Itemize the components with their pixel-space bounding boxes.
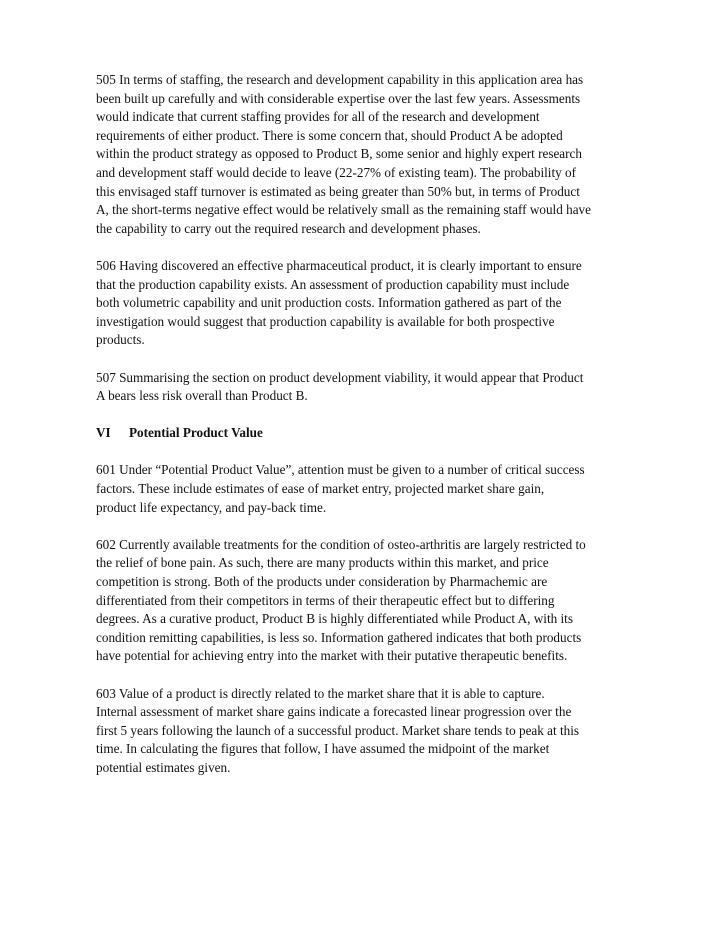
paragraph-506: 506 Having discovered an effective pharmaceutical product, it is clearly important to ensure that the production capability exists. An assessment of production capability must include both volumetric capability and unit production costs. Information gathered as part of the investigation would suggest that production capability is available for both prospective products. [96, 257, 582, 348]
paragraph-505: 505 In terms of staffing, the research and development capability in this application area has been built up carefully and with considerable expertise over the last few years. Assessments would indicate that current staffing provides for all of the research and development requirements of either product. There is some concern that, should Product A be adopted within the product strategy as opposed to Product B, some senior and highly expert research and development staff would decide to leave (22-27% of existing team). The probability of this envisaged staff turnover is estimated as being greater than 50% but, in terms of Product A, the short-terms negative effect would be relatively small as the remaining staff would have the capability to carry out the required research and development phases. [96, 72, 591, 236]
paragraph-601: 601 Under “Potential Product Value”, attention must be given to a number of critical success factors. These include estimates of ease of market entry, projected market share gain, product life expectancy, and pay-back time. [96, 462, 585, 515]
section-heading [96, 424, 636, 443]
document-page [96, 71, 636, 796]
paragraph-603: 603 Value of a product is directly related to the market share that it is able to capture. Internal assessment of market share gains indicate a forecasted linear progression over the first 5 years following the launch of a successful product. Market share tends to peak at this time. In calculating the figures that follow, I have assumed the midpoint of the market potential estimates given. [96, 685, 580, 775]
section-number: VI [96, 425, 111, 441]
paragraph-507: 507 Summarising the section on product development viability, it would appear that Product A bears less risk overall than Product B. [96, 369, 584, 404]
section-title: Potential Product Value [129, 425, 263, 441]
paragraph-602: 602 Currently available treatments for the condition of osteo-arthritis are largely restricted to the relief of bone pain. As such, there are many products within this market, and price competition is strong. Both of the products under consideration by Pharmachemic are differentiated from their competitors in terms of their therapeutic effect but to differing degrees. As a curative product, Product B is highly differentiated while Product A, with its condition remitting capabilities, is less so. Information gathered indicates that both products have potential for achieving entry into the market with their putative therapeutic benefits. [96, 536, 586, 664]
